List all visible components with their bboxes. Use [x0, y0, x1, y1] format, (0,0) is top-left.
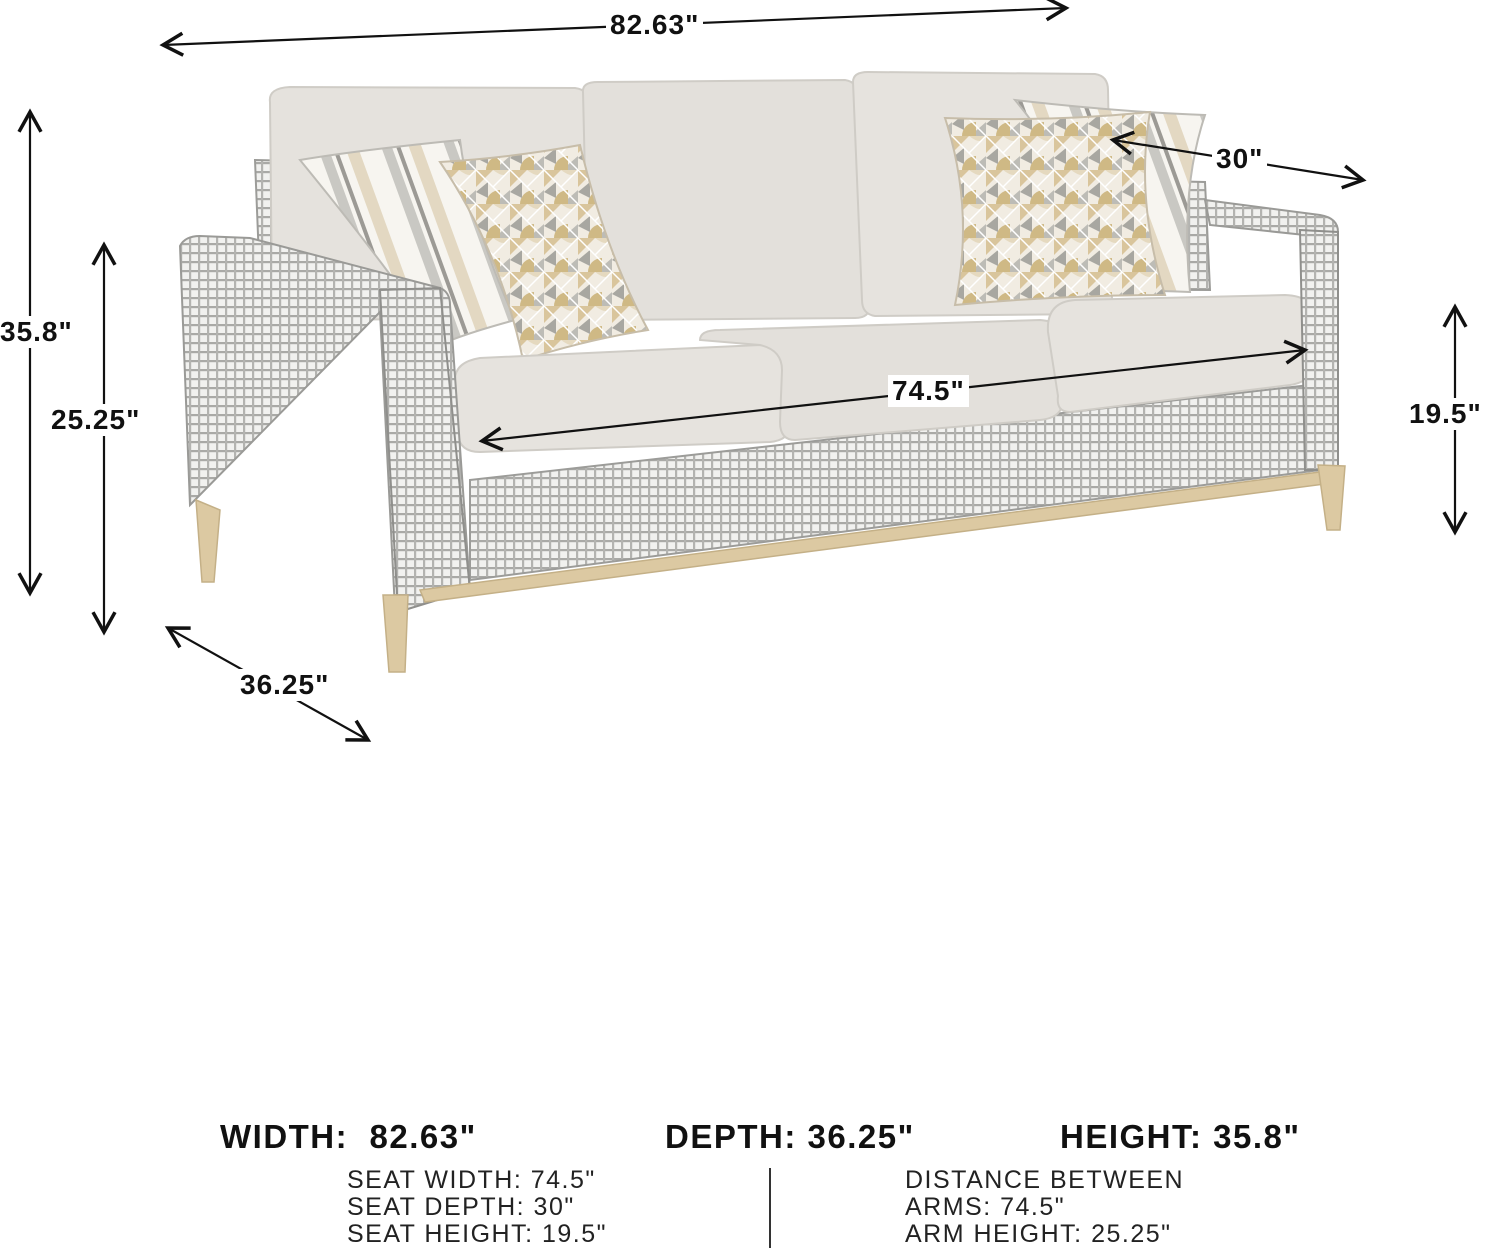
label-overall-height: 35.8": [0, 316, 77, 348]
label-arm-height: 25.25": [47, 404, 144, 436]
summary-arm-specs: [905, 1167, 1184, 1248]
label-seat-height: 19.5": [1405, 398, 1486, 430]
summary-distance-between: DISTANCE BETWEEN: [905, 1166, 1185, 1194]
summary-seat-specs: [347, 1167, 607, 1248]
pillow-mosaic-right: [945, 112, 1165, 305]
sofa-arm-right-front: [1300, 230, 1338, 470]
summary-height: HEIGHT: 35.8": [1060, 1118, 1301, 1155]
seat-cushion-left: [455, 345, 790, 452]
label-overall-width: 82.63": [606, 9, 703, 41]
label-seat-width: 74.5": [888, 375, 969, 407]
sofa-leg-front-left: [383, 595, 408, 672]
summary-divider: [769, 1168, 771, 1248]
summary-depth: DEPTH: 36.25": [665, 1118, 915, 1155]
summary-seat-depth: SEAT DEPTH: 30": [347, 1193, 575, 1221]
summary-width: [220, 1118, 477, 1156]
summary-width-value: 82.63": [369, 1118, 477, 1155]
sofa-illustration: [180, 72, 1345, 672]
summary-width-label: WIDTH:: [220, 1118, 349, 1155]
sofa-leg-back-left: [196, 500, 220, 582]
label-overall-depth: 36.25": [236, 669, 333, 701]
summary-seat-height: SEAT HEIGHT: 19.5": [347, 1220, 608, 1248]
label-seat-depth: 30": [1212, 143, 1267, 175]
sofa-leg-front-right: [1318, 465, 1345, 530]
summary-arm-height: ARM HEIGHT: 25.25": [905, 1220, 1172, 1248]
summary-arms-distance: ARMS: 74.5": [905, 1193, 1066, 1221]
summary-seat-width: SEAT WIDTH: 74.5": [347, 1166, 596, 1194]
